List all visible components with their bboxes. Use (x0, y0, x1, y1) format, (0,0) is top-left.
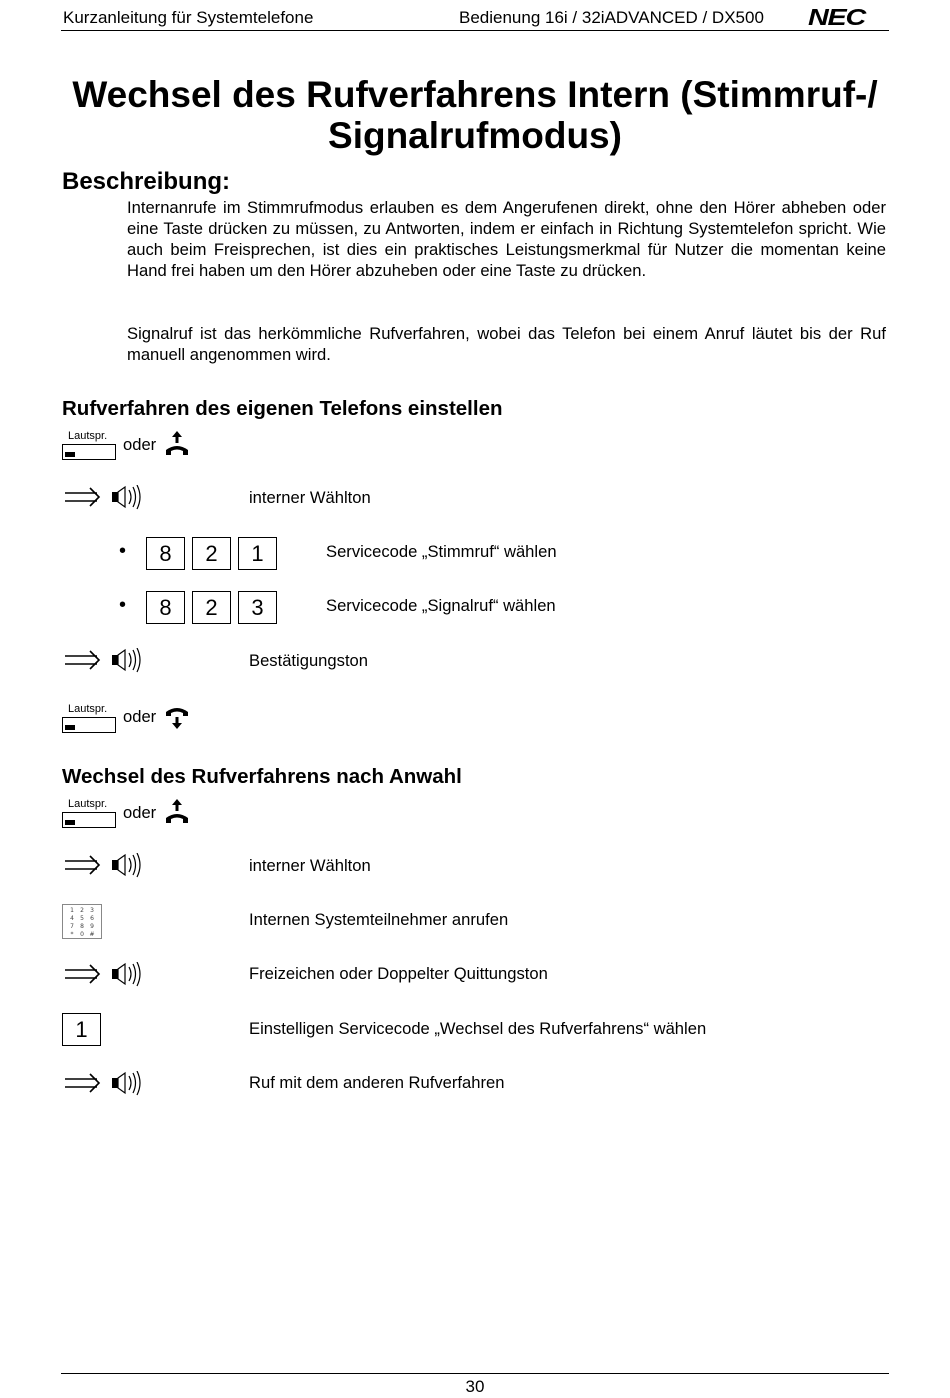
keypad-key: 8 (80, 923, 84, 930)
keypad-key: 1 (70, 907, 74, 914)
keypad-key: 3 (90, 907, 94, 914)
handset-lift-icon (163, 798, 191, 826)
tone-icon (63, 962, 147, 988)
section1-tone2-text: Bestätigungston (249, 651, 369, 670)
keypad-key: 4 (70, 915, 74, 922)
keypad-key: 9 (90, 923, 94, 930)
section1-tone1-text: interner Wählton (249, 488, 371, 507)
section2-tone2-text: Freizeichen oder Doppelter Quittungston (249, 964, 548, 983)
keypad-key: 6 (90, 915, 94, 922)
keypad-key: # (89, 931, 95, 938)
keypad-key: 5 (80, 915, 84, 922)
page-title: Wechsel des Rufverfahrens Intern (Stimmruf-/ Signalrufmodus) (72, 74, 878, 156)
section2-tone3-text: Ruf mit dem anderen Rufverfahren (249, 1073, 505, 1092)
handset-hangup-icon (163, 702, 191, 730)
speaker-key-label: Lautspr. (68, 798, 108, 810)
section2-heading: Wechsel des Rufverfahrens nach Anwahl (62, 765, 462, 788)
key-2: 2 (192, 591, 231, 624)
speaker-key-icon (62, 798, 118, 828)
handset-lift-icon (163, 430, 191, 458)
description-paragraph-1: Internanrufe im Stimmrufmodus erlauben es dem Angerufenen direkt, ohne den Hörer abheben oder eine Taste drücken zu müssen, zu Antworten, indem er einfach in Richtung Systemtelefon spricht. Wie auch beim Freisprechen, ist dies ein praktisches Leistungsmerkmal für Nutzer die momentan keine Hand frei haben um den Hörer abzuheben oder eine Taste zu drücken. (127, 198, 886, 280)
section2-dial-text: Internen Systemteilnehmer anrufen (249, 910, 509, 929)
description-paragraph-2: Signalruf ist das herkömmliche Rufverfahren, wobei das Telefon bei einem Anruf läutet bis der Ruf manuell angenommen wird. (127, 324, 886, 364)
key-2: 2 (192, 537, 231, 570)
tone-icon (63, 648, 147, 674)
oder-text: oder (123, 435, 157, 454)
section2-key-text: Einstelligen Servicecode „Wechsel des Rufverfahrens“ wählen (249, 1019, 707, 1038)
key-1: 1 (238, 537, 277, 570)
bullet: • (119, 540, 127, 562)
key-8: 8 (146, 591, 185, 624)
section1-heading: Rufverfahren des eigenen Telefons einstellen (62, 397, 503, 420)
speaker-key-icon (62, 430, 118, 460)
speaker-key-label: Lautspr. (68, 430, 108, 442)
keypad-key: 0 (80, 931, 84, 938)
section1-code2-text: Servicecode „Signalruf“ wählen (326, 596, 556, 615)
header-left-title: Kurzanleitung für Systemtelefone (63, 8, 314, 27)
section1-code1-text: Servicecode „Stimmruf“ wählen (326, 542, 557, 561)
keypad-key: 2 (80, 907, 84, 914)
description-heading: Beschreibung: (62, 168, 231, 195)
keypad-key: * (70, 931, 74, 938)
key-1: 1 (62, 1013, 101, 1046)
header-right-title: Bedienung 16i / 32iADVANCED / DX500 (459, 8, 764, 27)
keypad-icon (62, 904, 102, 939)
footer-rule (61, 1373, 889, 1374)
speaker-key-label: Lautspr. (68, 703, 108, 715)
key-8: 8 (146, 537, 185, 570)
speaker-key-icon (62, 703, 118, 733)
nec-logo: NEC (808, 4, 865, 30)
section2-tone1-text: interner Wählton (249, 856, 371, 875)
tone-icon (63, 1071, 147, 1097)
oder-text: oder (123, 803, 157, 822)
bullet: • (119, 594, 127, 616)
page-number: 30 (465, 1377, 485, 1396)
keypad-key: 7 (70, 923, 74, 930)
oder-text: oder (123, 707, 157, 726)
tone-icon (63, 853, 147, 879)
tone-icon (63, 485, 147, 511)
header-rule (61, 30, 889, 31)
key-3: 3 (238, 591, 277, 624)
